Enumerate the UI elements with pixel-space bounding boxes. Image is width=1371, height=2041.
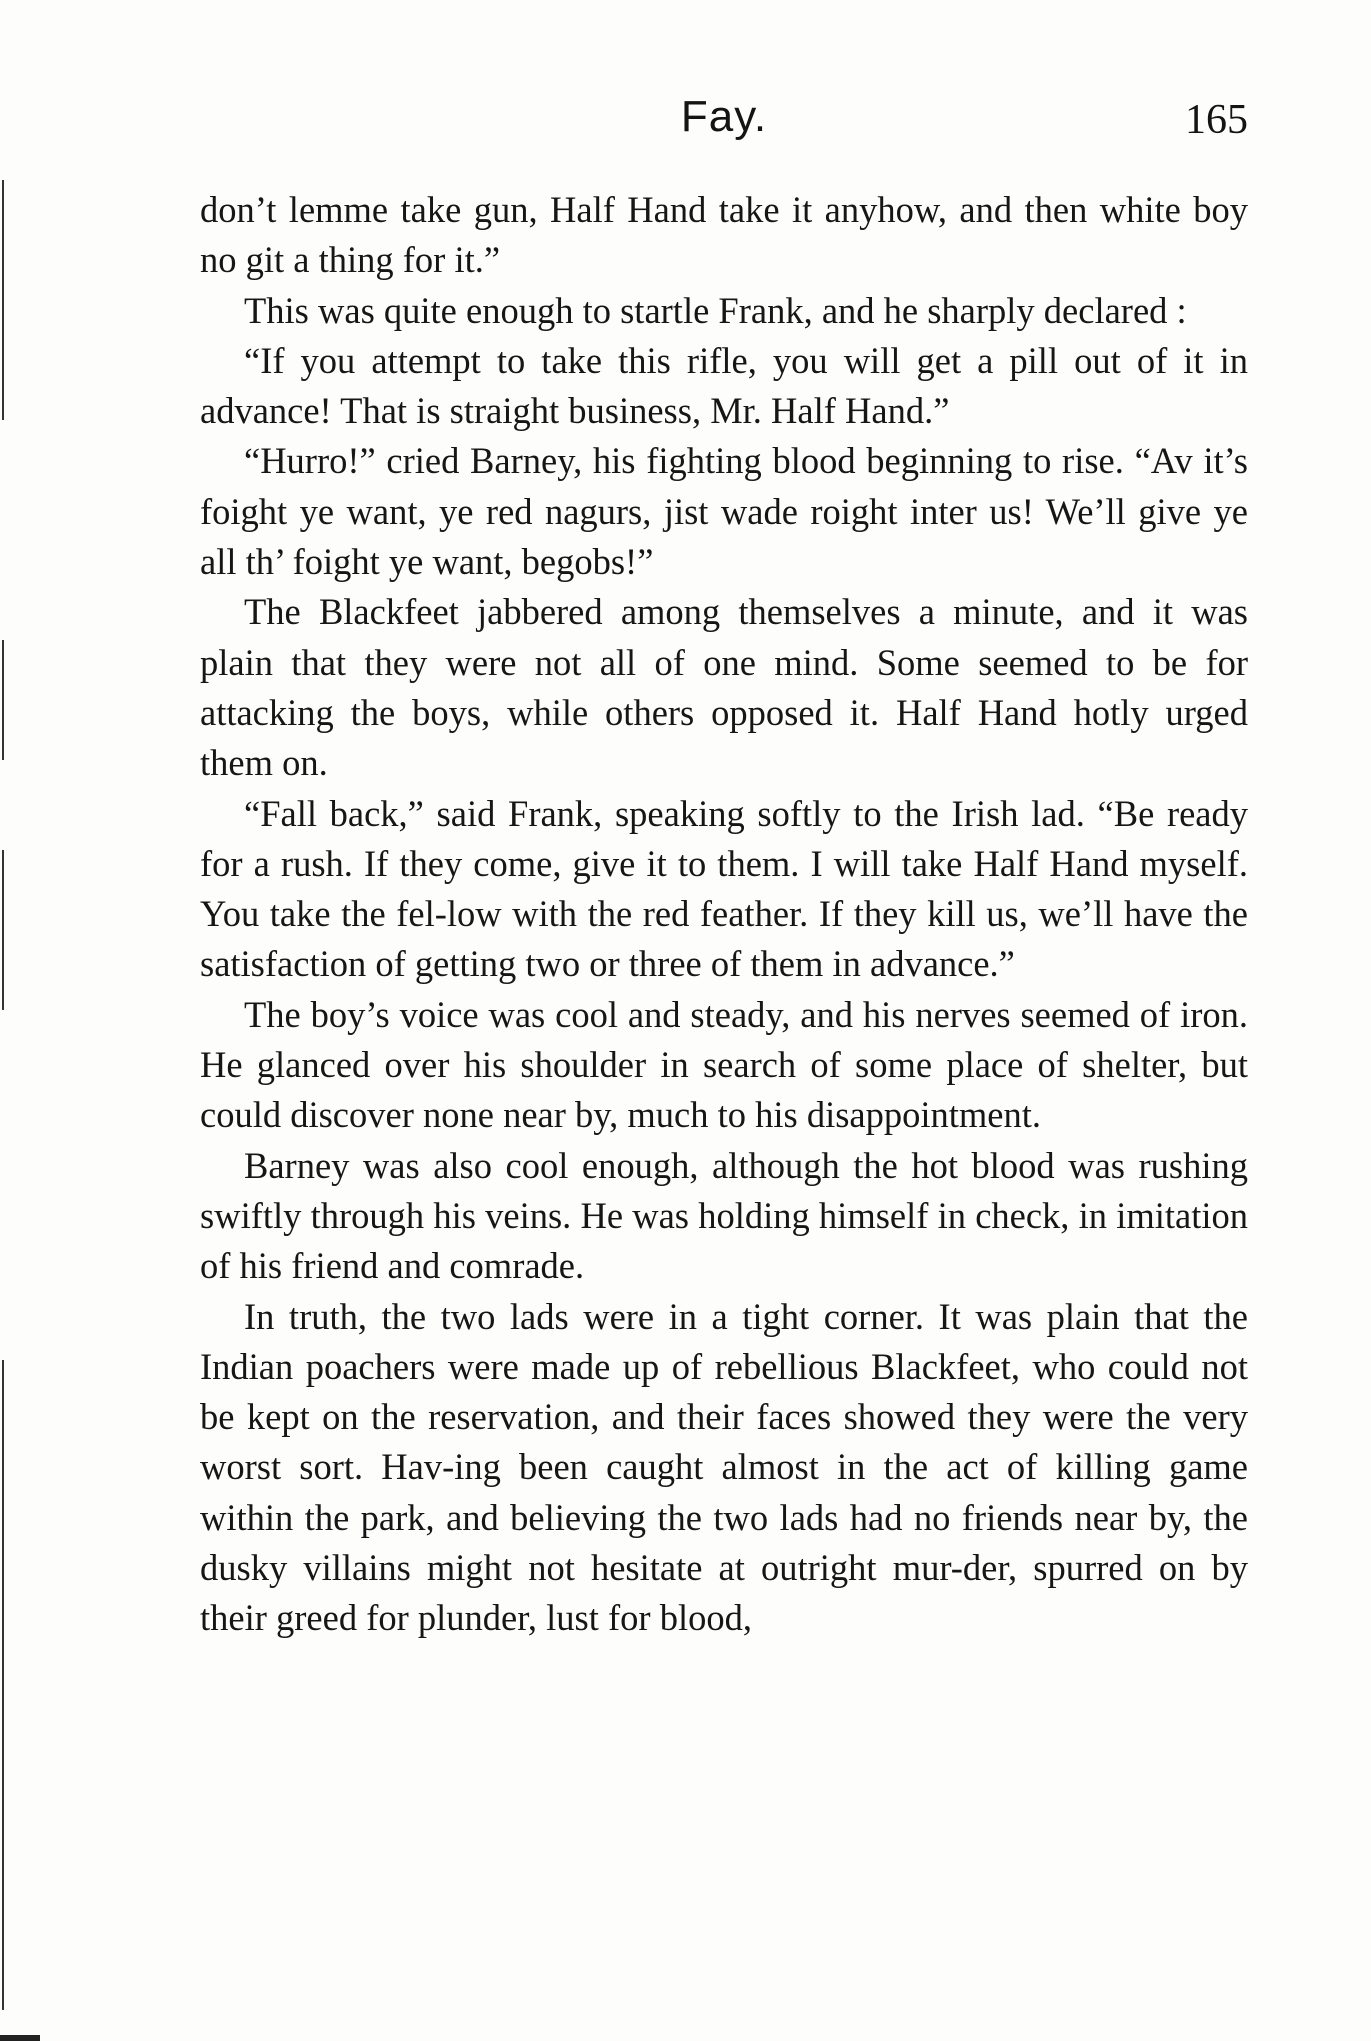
binding-edge-mark xyxy=(2,1360,4,2010)
paragraph: “Hurro!” cried Barney, his fighting blood beginning to rise. “Av it’s foight ye want, ye red nagurs, jist wade roight inter us! We’ll give ye all th’ foight ye want, begobs!” xyxy=(200,440,1248,583)
paragraph: The Blackfeet jabbered among themselves a minute, and it was plain that they were not all of one mind. Some seemed to be for attacking the boys, while others opposed it. Half Hand hotly urged them on. xyxy=(200,591,1248,784)
paragraph: Barney was also cool enough, although the hot blood was rushing swiftly through his veins. He was holding himself in check, in imitation of his friend and comrade. xyxy=(200,1144,1248,1287)
page-corner-shadow xyxy=(0,2035,40,2041)
binding-edge-mark xyxy=(2,640,4,760)
binding-edge-mark xyxy=(2,180,4,420)
paragraph: In truth, the two lads were in a tight corner. It was plain that the Indian poachers were made up of rebellious Blackfeet, who could not be kept on the reservation, and their faces showed they were the very worst sort. Hav-ing been caught almost in the act of killing game within the park, and believing the two lads had no friends near by, the dusky villains might not hesitate at outright mur-der, spurred on by their greed for plunder, lust for blood, xyxy=(200,1295,1248,1639)
running-head xyxy=(200,92,1248,162)
paragraph: “If you attempt to take this rifle, you will get a pill out of it in advance! That is straight business, Mr. Half Hand.” xyxy=(200,339,1248,432)
paragraph: The boy’s voice was cool and steady, and his nerves seemed of iron. He glanced over his shoulder in search of some place of shelter, but could discover none near by, much to his disappointment. xyxy=(200,993,1248,1136)
binding-edge-mark xyxy=(2,850,4,1010)
paragraph: “Fall back,” said Frank, speaking softly to the Irish lad. “Be ready for a rush. If they come, give it to them. I will take Half Hand myself. You take the fel-low with the red feather. If they kill us, we’ll have the satisfaction of getting two or three of them in advance.” xyxy=(200,792,1248,985)
page-number: 165 xyxy=(1185,97,1248,143)
paragraph: don’t lemme take gun, Half Hand take it anyhow, and then white boy no git a thing for it.” xyxy=(200,189,1248,281)
paragraph: This was quite enough to startle Frank, and he sharply declared : xyxy=(244,289,1187,331)
running-title: Fay. xyxy=(680,92,768,141)
body-text xyxy=(200,185,1248,1644)
